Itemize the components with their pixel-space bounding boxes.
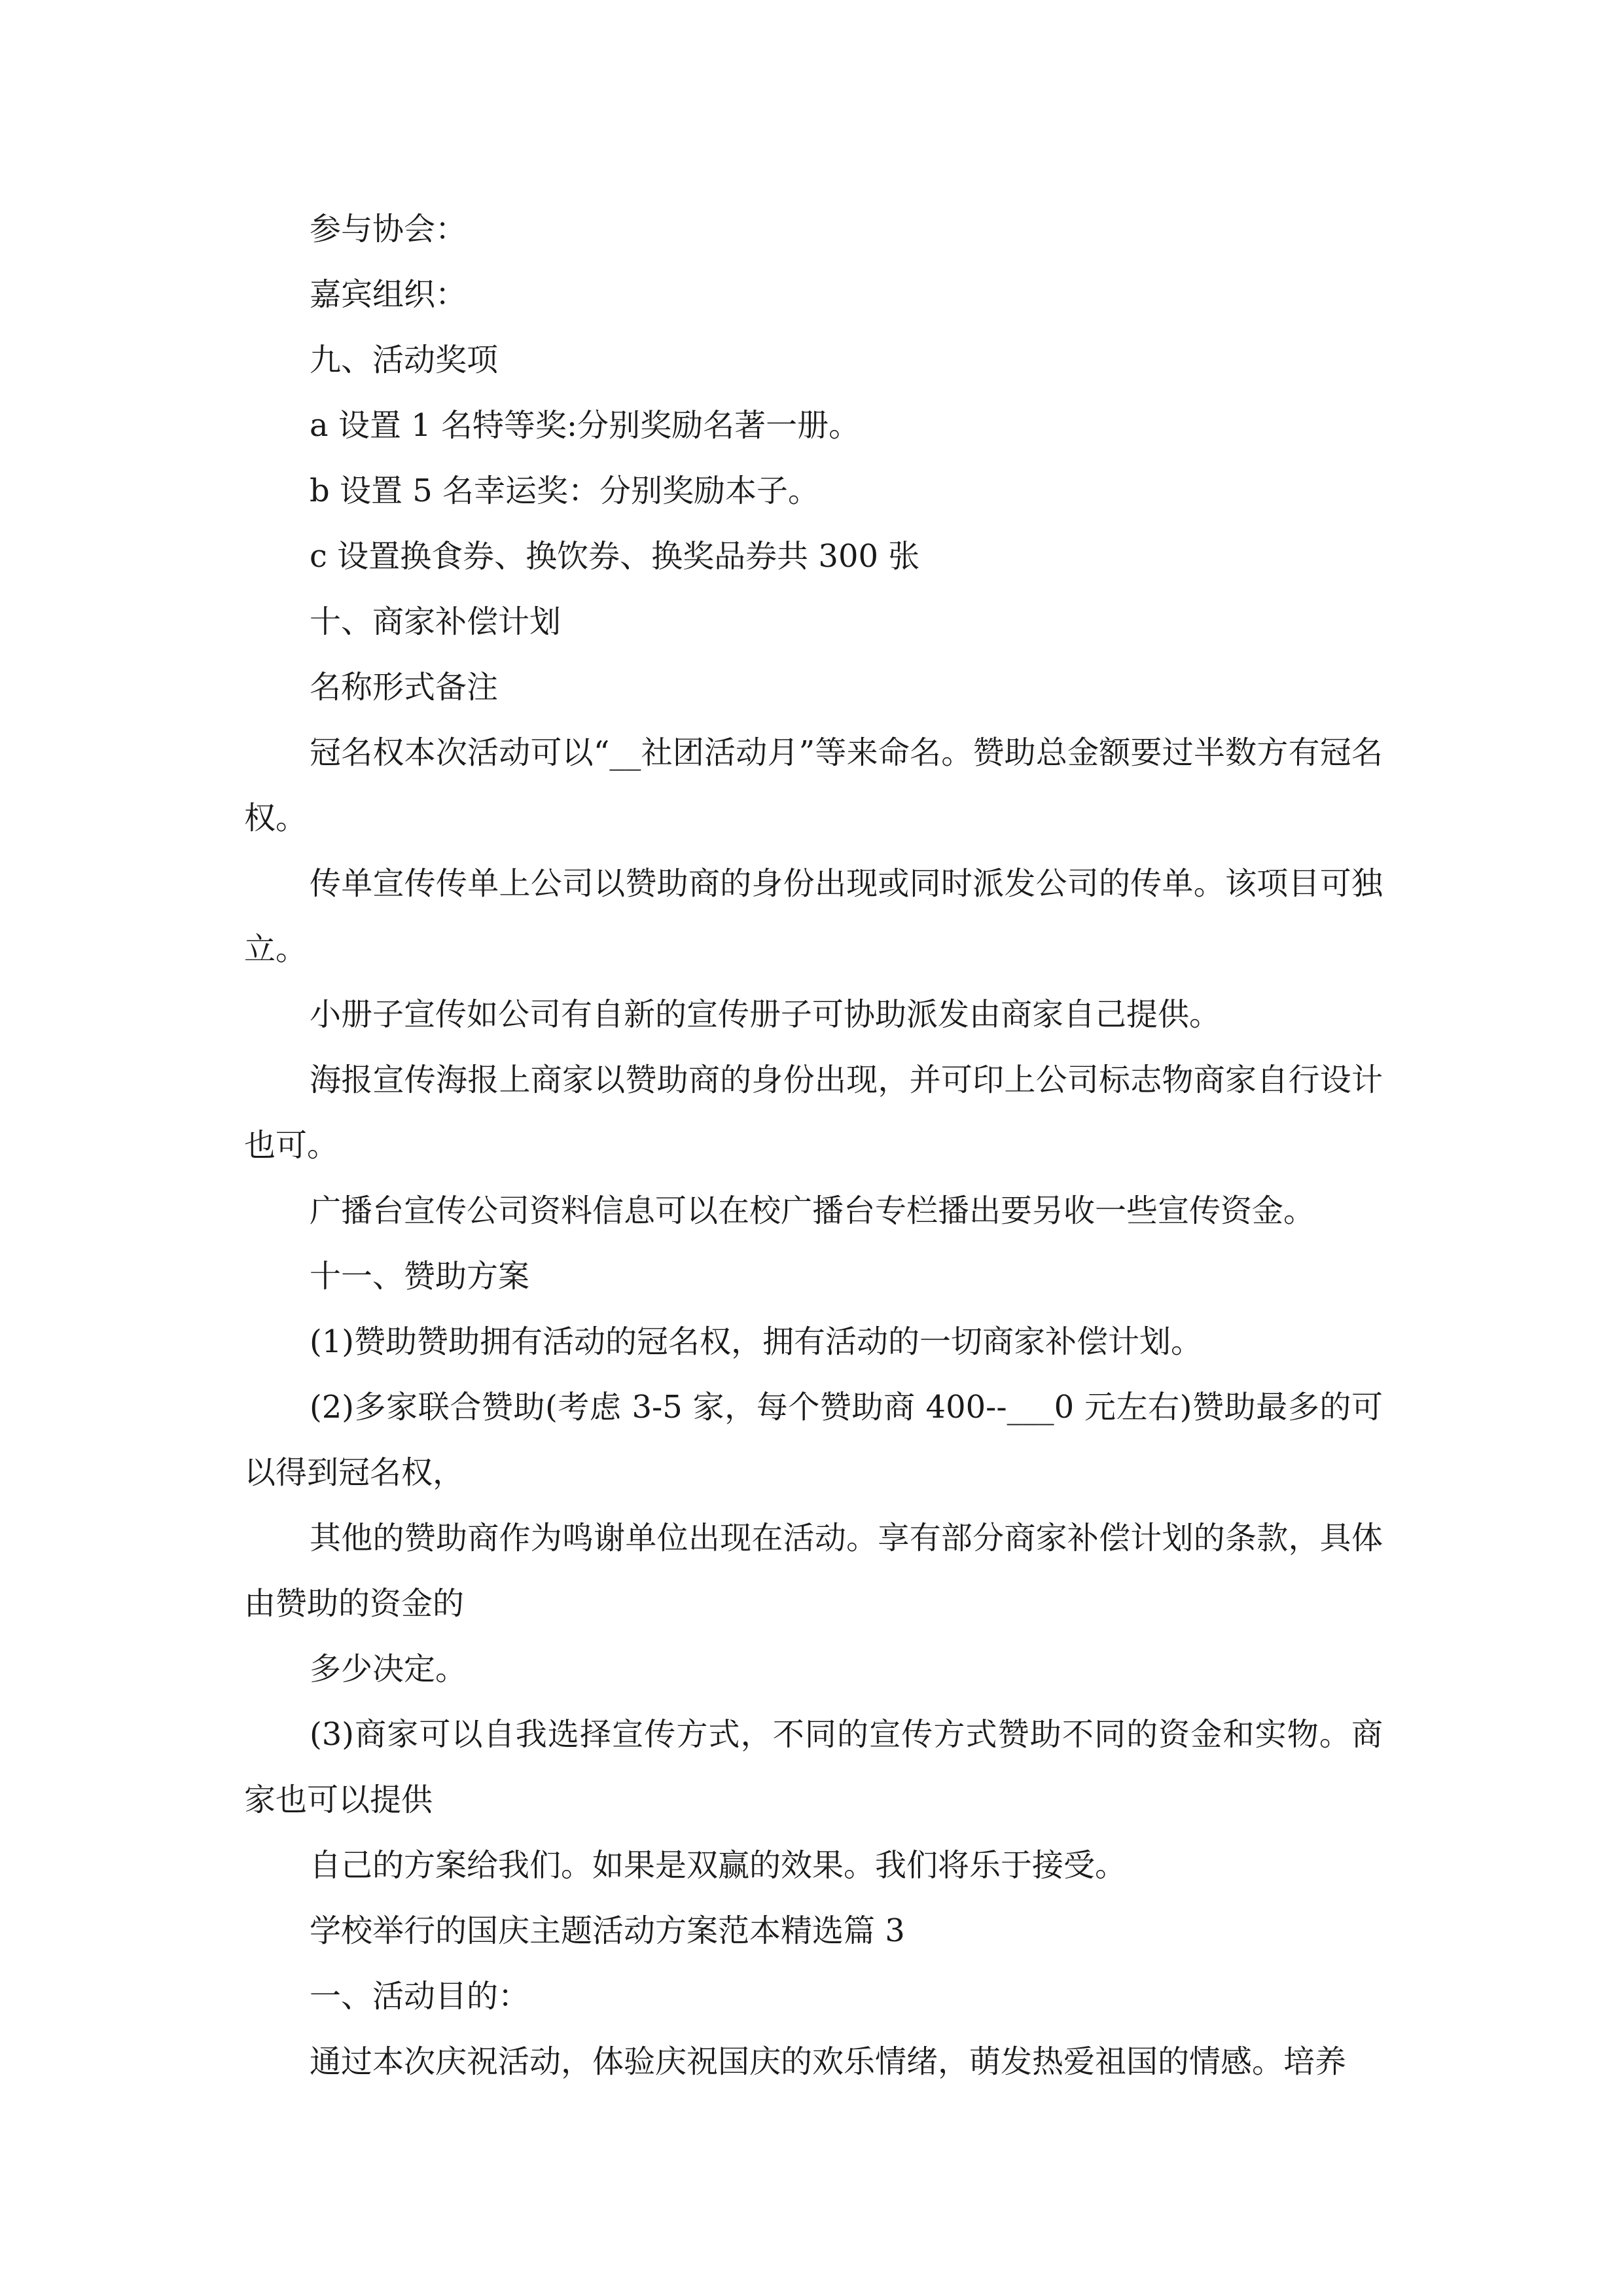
section-title: 学校举行的国庆主题活动方案范本精选篇 3 <box>310 1912 905 1949</box>
list-item: b 设置 5 名幸运奖：分别奖励本子。 <box>310 473 820 509</box>
paragraph: 其他的赞助商作为鸣谢单位出现在活动。享有部分商家补偿计划的条款，具体由赞助的资金的 <box>244 1520 1383 1622</box>
section-heading: 九、活动奖项 <box>310 342 499 378</box>
paragraph: 海报宣传海报上商家以赞助商的身份出现，并可印上公司标志物商家自行设计也可。 <box>244 1062 1383 1164</box>
list-item: a 设置 1 名特等奖:分别奖励名著一册。 <box>310 407 861 444</box>
paragraph: 传单宣传传单上公司以赞助商的身份出现或同时派发公司的传单。该项目可独立。 <box>244 865 1383 967</box>
paragraph: 名称形式备注 <box>310 669 499 706</box>
paragraph: (3)商家可以自我选择宣传方式，不同的宣传方式赞助不同的资金和实物。商家也可以提供 <box>244 1716 1383 1818</box>
paragraph: 自己的方案给我们。如果是双赢的效果。我们将乐于接受。 <box>310 1847 1127 1884</box>
paragraph: 参与协会： <box>310 211 467 247</box>
list-item: c 设置换食券、换饮券、换奖品券共 300 张 <box>310 538 920 575</box>
paragraph: 嘉宾组织： <box>310 276 467 313</box>
paragraph: (2)多家联合赞助(考虑 3-5 家，每个赞助商 400--___0 元左右)赞助最多的可以得到冠名权， <box>244 1389 1383 1491</box>
paragraph: 广播台宣传公司资料信息可以在校广播台专栏播出要另收一些宣传资金。 <box>310 1193 1315 1229</box>
section-heading: 十一、赞助方案 <box>310 1258 530 1295</box>
paragraph: 小册子宣传如公司有自新的宣传册子可协助派发由商家自己提供。 <box>310 996 1221 1033</box>
paragraph: 冠名权本次活动可以“__社团活动月”等来命名。赞助总金额要过半数方有冠名权。 <box>244 734 1383 836</box>
paragraph: 多少决定。 <box>310 1651 467 1687</box>
section-heading: 一、活动目的： <box>310 1978 530 2015</box>
section-heading: 十、商家补偿计划 <box>310 603 562 640</box>
paragraph: 通过本次庆祝活动，体验庆祝国庆的欢乐情绪，萌发热爱祖国的情感。培养 <box>310 2043 1347 2080</box>
paragraph: (1)赞助赞助拥有活动的冠名权，拥有活动的一切商家补偿计划。 <box>310 1323 1202 1360</box>
document-body <box>244 196 1383 2094</box>
